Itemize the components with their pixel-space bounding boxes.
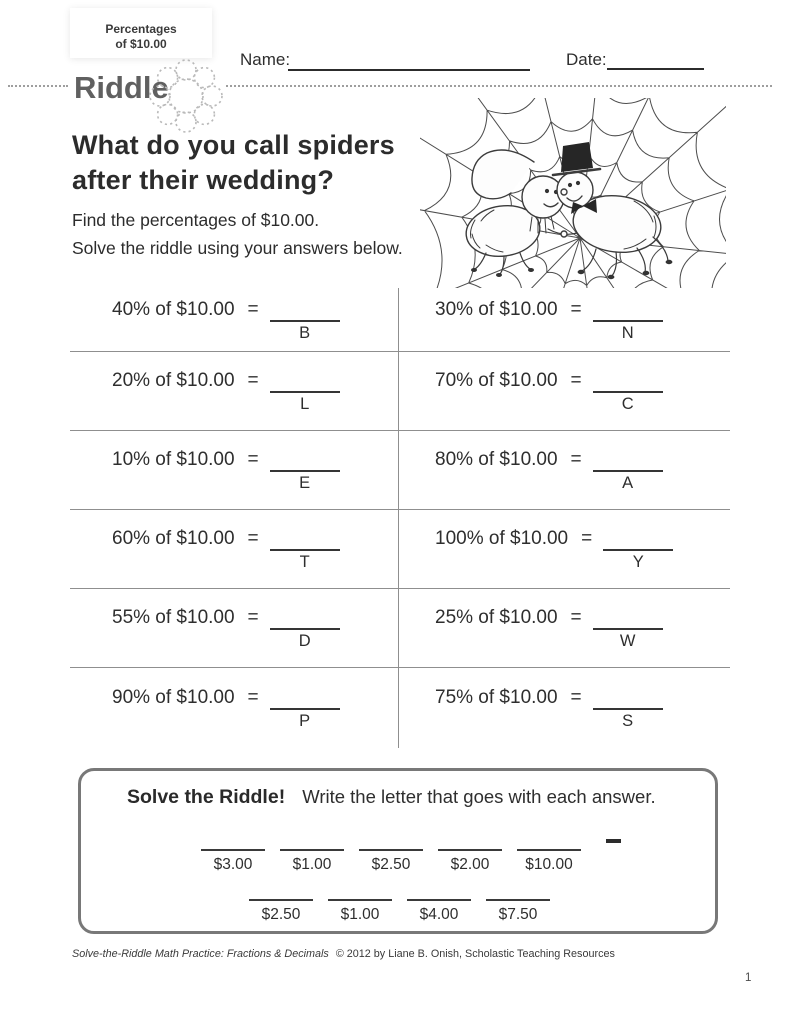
problem-expression: 80% of $10.00 — [435, 449, 558, 470]
instruction-line2: Solve the riddle using your answers below. — [72, 237, 403, 258]
page-number: 1 — [745, 972, 752, 984]
equals-sign: = — [570, 687, 582, 708]
credit-rest: © 2012 by Liane B. Onish, Scholastic Teaching Resources — [335, 948, 615, 960]
equals-sign: = — [247, 687, 259, 708]
answer-letter: L — [300, 395, 310, 413]
dotted-wreath-icon — [147, 54, 225, 138]
answer-blank-line — [593, 297, 663, 322]
dotted-divider-left — [8, 85, 68, 87]
answer-letter: N — [621, 323, 634, 342]
answer-blank-line — [270, 605, 340, 630]
instructions — [72, 207, 403, 262]
answer-blank-line — [270, 447, 340, 472]
answer-blank-line — [270, 526, 340, 551]
equals-sign: = — [570, 607, 582, 628]
corner-label-line1: Percentages — [105, 22, 177, 36]
problem-expression: 40% of $10.00 — [112, 298, 235, 320]
answer-letter: B — [299, 323, 311, 342]
problem-expression: 20% of $10.00 — [112, 370, 235, 391]
copyright-credit — [72, 948, 615, 960]
answer-slot: $2.00 — [438, 849, 502, 874]
problem-30pct — [435, 297, 663, 343]
problem-expression: 70% of $10.00 — [435, 370, 558, 391]
problem-expression: 75% of $10.00 — [435, 687, 558, 708]
date-blank-line — [607, 68, 704, 70]
date-label: Date: — [566, 50, 607, 69]
answer-blank-line — [593, 685, 663, 710]
problem-20pct — [112, 368, 340, 414]
problem-expression: 30% of $10.00 — [435, 298, 558, 320]
corner-label-line2: of $10.00 — [115, 37, 167, 51]
equals-sign: = — [247, 449, 259, 470]
answer-letter: A — [622, 474, 634, 492]
series-corner-label — [70, 8, 212, 58]
answer-slot: $1.00 — [328, 899, 392, 924]
answer-letter: D — [298, 632, 311, 650]
answer-letter: P — [299, 712, 311, 730]
title-line2: after their wedding? — [72, 165, 335, 195]
hyphen-mark — [606, 839, 621, 843]
problem-75pct — [435, 685, 663, 731]
answer-letter: T — [299, 553, 310, 571]
problems-grid — [70, 288, 730, 748]
problem-10pct — [112, 447, 340, 493]
spider-wedding-illustration — [420, 98, 726, 288]
problem-expression: 55% of $10.00 — [112, 607, 235, 628]
riddle-question-title — [72, 128, 395, 198]
instruction-line1: Find the percentages of $10.00. — [72, 210, 320, 230]
problem-80pct — [435, 447, 663, 493]
riddle-box-heading: Solve the Riddle! — [127, 786, 286, 808]
equals-sign: = — [570, 298, 582, 320]
answer-blank-line — [603, 526, 673, 551]
solve-the-riddle-box — [78, 768, 718, 934]
problem-55pct — [112, 605, 340, 651]
answer-letter: E — [299, 474, 311, 492]
problem-100pct — [435, 526, 673, 572]
problem-40pct — [112, 297, 340, 343]
answer-letter: W — [619, 632, 636, 650]
riddle-box-instruction: Write the letter that goes with each answer. — [302, 786, 656, 807]
riddle-brand-title: Riddle — [74, 70, 169, 105]
answer-blank-line — [270, 368, 340, 393]
name-label: Name: — [240, 50, 291, 69]
equals-sign: = — [570, 449, 582, 470]
equals-sign: = — [581, 528, 593, 549]
answer-blank-line — [593, 605, 663, 630]
problem-expression: 100% of $10.00 — [435, 528, 569, 549]
answer-slot: $2.50 — [359, 849, 423, 874]
problem-expression: 25% of $10.00 — [435, 607, 558, 628]
problem-90pct — [112, 685, 340, 731]
answer-blank-line — [593, 368, 663, 393]
problem-expression: 10% of $10.00 — [112, 449, 235, 470]
answer-slot: $7.50 — [486, 899, 550, 924]
answer-letter: C — [621, 395, 634, 413]
dotted-divider-right — [226, 85, 772, 87]
answer-blank-line — [593, 447, 663, 472]
problem-expression: 90% of $10.00 — [112, 687, 235, 708]
answer-slot: $10.00 — [517, 849, 581, 874]
credit-title: Solve-the-Riddle Math Practice: Fractions & Decimals — [72, 948, 329, 960]
answer-slot: $4.00 — [407, 899, 471, 924]
name-blank-line — [288, 69, 530, 71]
answer-blank-line — [270, 297, 340, 322]
problem-60pct — [112, 526, 340, 572]
equals-sign: = — [247, 370, 259, 391]
riddle-answer-row-1 — [201, 849, 621, 874]
problem-25pct — [435, 605, 663, 651]
title-line1: What do you call spiders — [72, 130, 395, 160]
equals-sign: = — [247, 298, 259, 320]
answer-letter: Y — [632, 553, 644, 571]
equals-sign: = — [570, 370, 582, 391]
problem-expression: 60% of $10.00 — [112, 528, 235, 549]
answer-blank-line — [270, 685, 340, 710]
answer-slot: $2.50 — [249, 899, 313, 924]
answer-slot: $3.00 — [201, 849, 265, 874]
riddle-answer-row-2 — [249, 899, 565, 924]
equals-sign: = — [247, 607, 259, 628]
equals-sign: = — [247, 528, 259, 549]
answer-letter: S — [622, 712, 634, 730]
answer-slot: $1.00 — [280, 849, 344, 874]
problem-70pct — [435, 368, 663, 414]
